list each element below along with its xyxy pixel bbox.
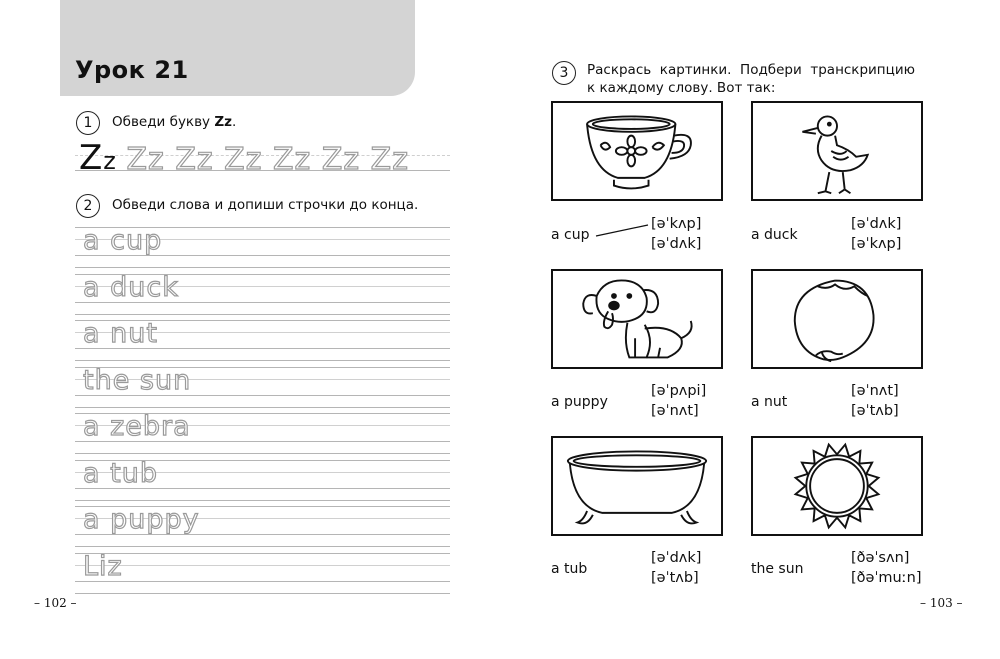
task1-text: Обведи букву xyxy=(112,114,215,130)
transcription-option[interactable]: [əˈnʌt] xyxy=(851,383,899,399)
trace-word: the sun xyxy=(83,364,192,396)
transcription-option[interactable]: [əˈkʌp] xyxy=(851,236,902,252)
writing-row xyxy=(75,550,450,599)
item-word: a tub xyxy=(551,561,588,577)
duck-icon xyxy=(753,103,921,199)
picture-box-cup xyxy=(551,101,723,201)
writing-row xyxy=(75,364,450,413)
task1-letter: Zz xyxy=(214,114,232,130)
task1-instruction xyxy=(112,114,236,130)
trace-word: a tub xyxy=(83,457,158,489)
writing-row xyxy=(75,506,450,552)
tracing-letters xyxy=(79,138,409,178)
transcription-option[interactable]: [əˈkʌp] xyxy=(651,216,702,232)
transcription-option[interactable]: [əˈdʌk] xyxy=(651,236,702,252)
item-transcriptions xyxy=(851,214,901,254)
page-number-right: – 103 – xyxy=(920,596,963,610)
trace-word: Liz xyxy=(83,550,123,582)
lesson-title: Урок 21 xyxy=(75,56,189,84)
transcription-option[interactable]: [ðəˈsʌn] xyxy=(851,550,910,566)
transcription-option[interactable]: [əˈnʌt] xyxy=(651,403,699,419)
sun-icon xyxy=(753,438,921,534)
transcription-option[interactable]: [əˈpʌpi] xyxy=(651,383,707,399)
task3-instruction xyxy=(587,61,927,97)
trace-letters: Zz Zz Zz Zz Zz Zz xyxy=(126,142,409,177)
task3-line2: к каждому слову. Вот так: xyxy=(587,80,776,96)
letter-big-z: Z xyxy=(79,138,104,178)
puppy-icon xyxy=(553,271,721,367)
page-number-left: – 102 – xyxy=(34,596,77,610)
transcription-option[interactable]: [ðəˈmuːn] xyxy=(851,570,922,586)
writing-row xyxy=(75,457,450,506)
sun-ray-outline xyxy=(796,445,879,528)
trace-word: a cup xyxy=(83,225,163,256)
task1-number: 1 xyxy=(76,111,100,135)
item-word: a duck xyxy=(751,227,798,243)
cup-icon xyxy=(553,103,721,199)
transcription-option[interactable]: [əˈdʌk] xyxy=(651,550,702,566)
trace-word: a nut xyxy=(83,318,158,349)
writing-row xyxy=(75,320,450,366)
picture-box-tub xyxy=(551,436,723,536)
trace-word: a duck xyxy=(83,271,179,303)
item-word: a cup xyxy=(551,227,590,243)
transcription-option[interactable]: [əˈtʌb] xyxy=(851,403,899,419)
item-word: the sun xyxy=(751,561,804,577)
nut-icon xyxy=(753,271,921,367)
writing-row xyxy=(75,227,450,273)
writing-row xyxy=(75,271,450,320)
trace-word: a zebra xyxy=(83,411,191,442)
picture-box-sun xyxy=(751,436,923,536)
item-transcriptions xyxy=(651,548,701,588)
letter-small-z: z xyxy=(103,147,117,175)
item-transcriptions xyxy=(851,548,921,588)
item-word: a puppy xyxy=(551,394,608,410)
picture-box-nut xyxy=(751,269,923,369)
task2-text: Обведи слова и допиши строчки до конца. xyxy=(112,197,419,213)
item-transcriptions xyxy=(651,381,706,421)
transcription-option[interactable]: [əˈdʌk] xyxy=(851,216,902,232)
item-word: a nut xyxy=(751,394,788,410)
picture-box-duck xyxy=(751,101,923,201)
item-transcriptions xyxy=(851,381,899,421)
picture-box-puppy xyxy=(551,269,723,369)
transcription-option[interactable]: [əˈtʌb] xyxy=(651,570,699,586)
task3-line1: Раскрась картинки. Подбери транскрипцию xyxy=(587,62,915,78)
task1-end: . xyxy=(231,114,237,130)
writing-row xyxy=(75,413,450,459)
task2-number: 2 xyxy=(76,194,100,218)
tub-icon xyxy=(553,438,721,534)
trace-word: a puppy xyxy=(83,504,200,535)
item-transcriptions xyxy=(651,214,701,254)
example-matching-line xyxy=(594,222,650,240)
task3-number: 3 xyxy=(552,61,576,85)
